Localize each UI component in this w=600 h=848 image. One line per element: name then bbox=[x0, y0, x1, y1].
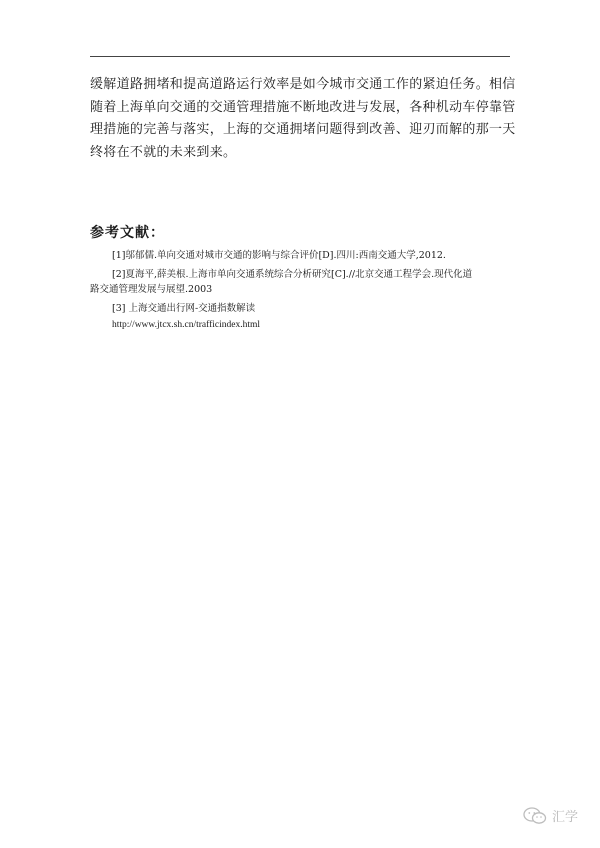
reference-item bbox=[90, 267, 512, 297]
reference-text-continued: 路交通管理发展与展望.2003 bbox=[90, 284, 213, 295]
reference-text: [1]邬郁儒.单向交通对城市交通的影响与综合评价[D].四川:西南交通大学,2012. bbox=[112, 250, 446, 261]
body-paragraph: 缓解道路拥堵和提高道路运行效率是如今城市交通工作的紧迫任务。相信随着上海单向交通的交通管理措施不断地改进与发展，各种机动车停靠管理措施的完善与落实，上海的交通拥堵问题得到改善、迎刃而解的那一天终将在不就的未来到来。 bbox=[90, 77, 516, 160]
watermark bbox=[523, 806, 578, 825]
header-rule bbox=[90, 56, 510, 57]
watermark-text: 汇学 bbox=[551, 810, 578, 825]
reference-text: [3] 上海交通出行网-交通指数解读 bbox=[112, 303, 256, 314]
reference-url[interactable]: http://www.jtcx.sh.cn/trafficindex.html bbox=[112, 320, 261, 330]
references-list bbox=[90, 248, 512, 337]
wechat-icon bbox=[523, 807, 547, 825]
body-paragraph-block bbox=[90, 74, 518, 164]
reference-text: [2]夏海平,薛美根.上海市单向交通系统综合分析研究[C].//北京交通工程学会.现代化道 bbox=[112, 269, 473, 280]
references-heading: 参考文献： bbox=[90, 225, 165, 241]
reference-item bbox=[112, 301, 512, 333]
reference-item bbox=[112, 248, 512, 263]
